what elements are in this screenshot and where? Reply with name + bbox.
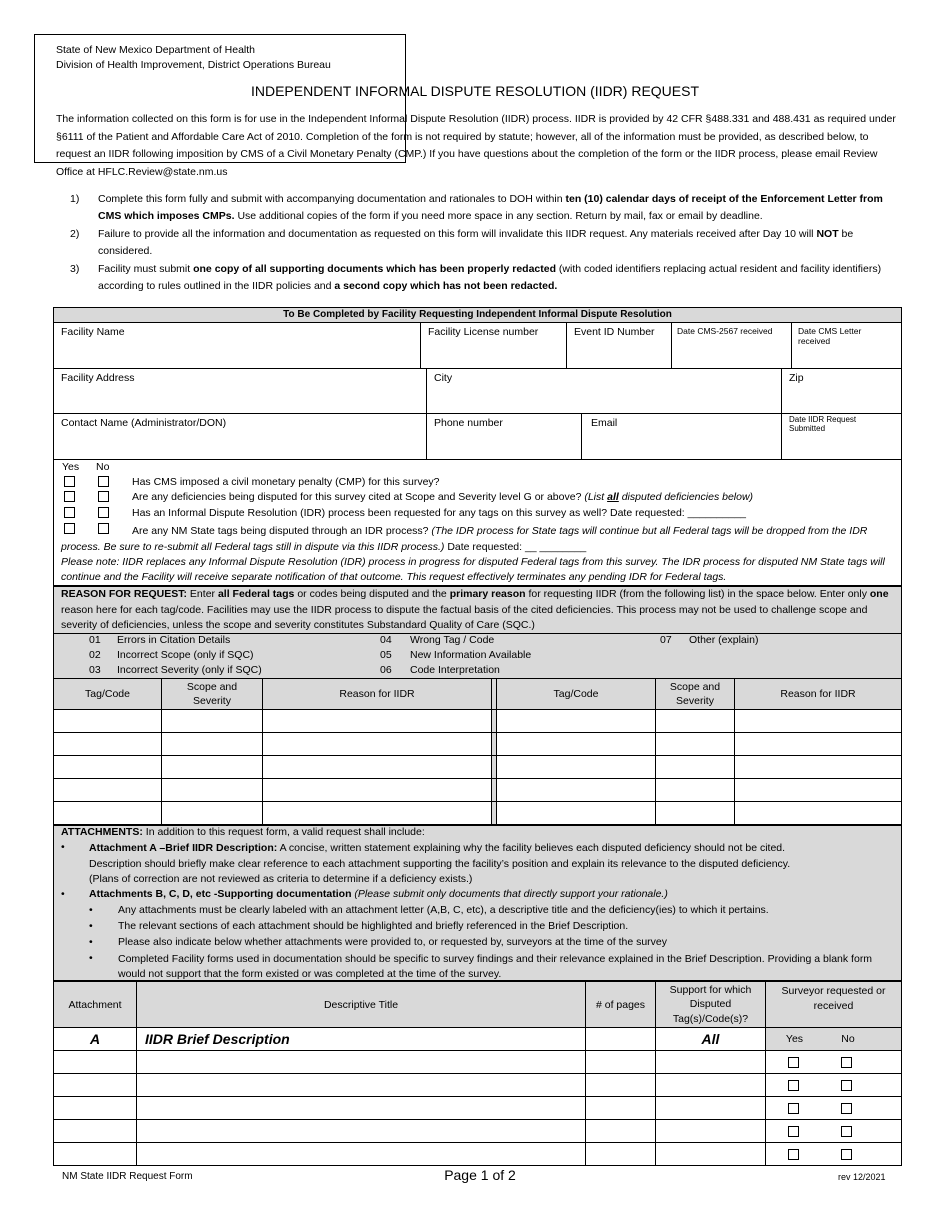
reason-text-bold: one (869, 588, 889, 600)
questions-section (53, 460, 902, 586)
attachment-a-title: Attachment A –Brief IIDR Description: (89, 842, 278, 854)
scope-cell[interactable] (162, 733, 263, 756)
field-label: Date CMS-2567 received (677, 326, 773, 336)
surveyor-yes-checkbox[interactable] (788, 1057, 799, 1068)
reason-label-02: Incorrect Scope (only if SQC) (117, 649, 254, 661)
q3-text: Has an Informal Dispute Resolution (IDR) process been requested for any tags on this survey as well? Date requested: __________ (132, 507, 747, 519)
attachment-a-line1: A concise, written statement explaining why the facility believes each disputed deficiency should not be cited. (277, 842, 786, 854)
instruction-2 (70, 226, 902, 260)
instruction-number: 3) (70, 263, 80, 275)
sub-bullet-icon: • (89, 936, 93, 948)
table-row (54, 733, 902, 756)
surveyor-cell (766, 1120, 902, 1143)
table-row (54, 756, 902, 779)
col-descriptive-title: Descriptive Title (137, 982, 586, 1028)
tag-cell[interactable] (497, 756, 656, 779)
attachments-heading (61, 826, 425, 838)
field-label: Facility Name (61, 326, 125, 338)
q1-no-checkbox[interactable] (98, 476, 109, 487)
facility-address-field[interactable] (54, 369, 427, 414)
reason-cell[interactable] (263, 802, 492, 825)
reason-code-06: 06 (380, 664, 392, 676)
attachment-letter-cell[interactable] (54, 1051, 137, 1074)
q2-text-all: all (607, 491, 619, 503)
attachment-letter-cell[interactable] (54, 1074, 137, 1097)
city-field[interactable] (427, 369, 782, 414)
email-field[interactable] (582, 414, 781, 459)
instruction-text: Facility must submit (98, 263, 194, 275)
reason-text-part: for requesting IIDR (from the following list) in the space below. Enter only (525, 588, 870, 600)
field-label: Facility License number (428, 326, 539, 338)
col-tag-code-right: Tag/Code (497, 679, 656, 710)
table-row (54, 802, 902, 825)
surveyor-cell (766, 1051, 902, 1074)
col-scope-line2: Severity (676, 695, 714, 707)
attachment-title-cell[interactable] (137, 1074, 586, 1097)
q1-yes-checkbox[interactable] (64, 476, 75, 487)
surveyor-yes-checkbox[interactable] (788, 1149, 799, 1160)
q3-no-checkbox[interactable] (98, 507, 109, 518)
license-number-field[interactable] (421, 323, 567, 369)
bullet-icon: • (61, 888, 65, 900)
attachment-a-line3: (Plans of correction are not reviewed as criteria to determine if a deficiency exists.) (89, 873, 473, 885)
reason-label-01: Errors in Citation Details (117, 634, 231, 646)
table-row (54, 710, 902, 733)
sub-bullet-icon: • (89, 904, 93, 916)
instruction-text: Complete this form fully and submit with accompanying documentation and rationales to DOH within (98, 193, 566, 205)
scope-cell[interactable] (162, 802, 263, 825)
table-row (54, 1028, 902, 1051)
q3-yes-checkbox[interactable] (64, 507, 75, 518)
surveyor-yes-label: Yes (785, 1033, 804, 1045)
table-row (54, 1051, 902, 1074)
reason-code-01: 01 (89, 634, 101, 646)
footer-form-name: NM State IIDR Request Form (62, 1171, 193, 1182)
instruction-number: 2) (70, 228, 80, 240)
q2-no-checkbox[interactable] (98, 491, 109, 502)
attachment-title-cell[interactable]: IIDR Brief Description (137, 1028, 586, 1051)
surveyor-no-checkbox[interactable] (841, 1103, 852, 1114)
surveyor-no-checkbox[interactable] (841, 1080, 852, 1091)
field-label: Contact Name (Administrator/DON) (61, 417, 227, 429)
phone-email-cell (427, 414, 782, 460)
yes-header: Yes (62, 461, 80, 473)
instruction-bold: ten (10) calendar days of receipt of the Enforcement Letter from CMS which imposes CMPs. (98, 193, 883, 222)
sub-bullet-icon: • (89, 920, 93, 932)
instruction-bold: a second copy which has not been redacted. (334, 280, 558, 292)
agency-block (56, 43, 331, 73)
footer-revision: rev 12/2021 (838, 1172, 886, 1182)
sub-bullet-2: The relevant sections of each attachment should be highlighted and briefly referenced in the Brief Description. (118, 920, 629, 932)
q2-yes-checkbox[interactable] (64, 491, 75, 502)
bullet-icon: • (61, 841, 65, 853)
reason-cell[interactable] (735, 779, 902, 802)
reason-cell[interactable] (263, 756, 492, 779)
agency-line-2: Division of Health Improvement, District Operations Bureau (56, 59, 331, 71)
instruction-text: Failure to provide all the information and documentation as requested on this form will invalidate this IIDR request. Any materials received after Day 10 will (98, 228, 817, 240)
attachments-intro: In addition to this request form, a valid request shall include: (142, 826, 425, 838)
date-2567-field[interactable] (672, 323, 792, 369)
pages-cell[interactable] (586, 1028, 656, 1051)
field-label: Phone number (434, 417, 503, 429)
facility-info-table (53, 307, 902, 369)
pages-cell[interactable] (586, 1074, 656, 1097)
col-reason-right: Reason for IIDR (735, 679, 902, 710)
surveyor-no-checkbox[interactable] (841, 1126, 852, 1137)
attachment-b-title: Attachments B, C, D, etc -Supporting documentation (89, 888, 352, 900)
reason-cell[interactable] (735, 802, 902, 825)
col-support-line3: Tag(s)/Code(s)? (672, 1012, 749, 1025)
attachment-letter-cell[interactable]: A (54, 1028, 137, 1051)
instruction-text: Use additional copies of the form if you need more space in any section. Return by mail, fax or email by deadline. (234, 210, 763, 222)
table-row (54, 779, 902, 802)
sub-bullet-4: Completed Facility forms used in documentation should be specific to survey findings and their relevance explained in the Brief Description. Providing a blank form would not support that the form existed or was completed at the time of the survey. (118, 953, 873, 980)
event-id-field[interactable] (567, 323, 672, 369)
table-row (54, 1120, 902, 1143)
reason-label-04: Wrong Tag / Code (410, 634, 495, 646)
scope-cell[interactable] (656, 710, 735, 733)
attachment-title-cell[interactable] (137, 1051, 586, 1074)
field-label: Email (591, 417, 618, 429)
instruction-text: be considered. (98, 228, 854, 257)
q2-text-main: Are any deficiencies being disputed for this survey cited at Scope and Severity level G or above? (132, 491, 585, 503)
col-attachment: Attachment (54, 982, 137, 1028)
reason-text-bold: all Federal tags (217, 588, 295, 600)
reason-code-02: 02 (89, 649, 101, 661)
q2-text (132, 491, 753, 503)
reason-cell[interactable] (735, 733, 902, 756)
surveyor-cell (766, 1074, 902, 1097)
pages-cell[interactable] (586, 1097, 656, 1120)
q4-text-main: Are any NM State tags being disputed through an IDR process? (132, 525, 432, 537)
please-note: Please note: IIDR replaces any Informal Dispute Resolution (IDR) process in progress for disputed Federal tags from this survey. The IDR process for disputed NM State tags will continue and the Facility will receive separate notification of that outcome. This request effectively terminates any pending IDR for Federal tags. (61, 556, 885, 583)
attachments-label: ATTACHMENTS: (61, 826, 143, 838)
support-cell[interactable] (656, 1074, 766, 1097)
q2-text-italic: disputed deficiencies below) (618, 491, 754, 503)
instruction-bold: one copy of all supporting documents which has been properly redacted (193, 263, 557, 275)
scope-cell[interactable] (162, 710, 263, 733)
col-scope-left (162, 679, 263, 710)
support-cell[interactable]: All (656, 1028, 766, 1051)
attachment-b-text (89, 888, 899, 900)
footer-page-number: Page 1 of 2 (444, 1167, 516, 1183)
reason-text-part: or codes being disputed and the (294, 588, 450, 600)
form-title: INDEPENDENT INFORMAL DISPUTE RESOLUTION (IIDR) REQUEST (250, 83, 700, 99)
pages-cell[interactable] (586, 1143, 656, 1166)
surveyor-yes-checkbox[interactable] (788, 1080, 799, 1091)
support-cell[interactable] (656, 1051, 766, 1074)
support-cell[interactable] (656, 1097, 766, 1120)
no-header: No (96, 461, 110, 473)
reason-text-part: reason here for each tag/code. Facilities may use the IIDR process to dispute the factual basis of the cited deficiencies. This process may not be used to challenge scope and severity of deficiencies, unless the scope and severity constitutes Substandard Quality of Care (SQC.) (61, 603, 868, 631)
attachment-letter-cell[interactable] (54, 1120, 137, 1143)
table-row (54, 1074, 902, 1097)
surveyor-yes-checkbox[interactable] (788, 1103, 799, 1114)
reason-text (61, 587, 897, 634)
field-label: Zip (789, 372, 804, 384)
surveyor-no-checkbox[interactable] (841, 1057, 852, 1068)
table-row (54, 1097, 902, 1120)
reason-code-07: 07 (660, 634, 672, 646)
instruction-text: (with coded identifiers replacing actual resident and facility identifiers) according to rules outlined in the IIDR policies and (98, 263, 882, 292)
tag-cell[interactable] (54, 710, 162, 733)
facility-section-title: To Be Completed by Facility Requesting Independent Informal Dispute Resolution (54, 308, 902, 323)
col-scope-line1: Scope and (669, 681, 721, 693)
scope-cell[interactable] (656, 802, 735, 825)
q4-text-italic: (The IDR process for State tags will continue but all Federal tags will be dropped from the IDR process. Be sure to re-submit all Federal tags still in dispute via this IIDR process.) (61, 525, 868, 553)
instruction-bold: NOT (816, 228, 839, 240)
col-reason-left: Reason for IIDR (263, 679, 492, 710)
support-cell[interactable] (656, 1120, 766, 1143)
reason-code-05: 05 (380, 649, 392, 661)
reason-cell[interactable] (263, 733, 492, 756)
reason-cell[interactable] (263, 779, 492, 802)
col-surveyor-line2: received (813, 999, 854, 1012)
surveyor-no-label: No (841, 1033, 855, 1045)
table-row (54, 1143, 902, 1166)
tag-cell[interactable] (497, 710, 656, 733)
instruction-1 (70, 191, 902, 225)
q4-date-requested: Date requested: __ ________ (444, 541, 587, 553)
col-scope-line1: Scope and (186, 681, 238, 693)
pages-cell[interactable] (586, 1051, 656, 1074)
tag-cell[interactable] (54, 756, 162, 779)
tag-cell[interactable] (497, 779, 656, 802)
attachment-letter-cell[interactable] (54, 1097, 137, 1120)
zip-field[interactable] (782, 369, 902, 414)
col-scope-line2: Severity (193, 695, 231, 707)
col-tag-code-left: Tag/Code (54, 679, 162, 710)
sub-bullet-1: Any attachments must be clearly labeled with an attachment letter (A,B, C, etc), a descriptive title and the deficiency(ies) to which it pertains. (118, 904, 769, 916)
col-surveyor (766, 982, 902, 1028)
reason-label-06: Code Interpretation (410, 664, 500, 676)
surveyor-yes-checkbox[interactable] (788, 1126, 799, 1137)
reason-code-03: 03 (89, 664, 101, 676)
q4-text (61, 523, 891, 555)
attachment-letter-cell[interactable] (54, 1143, 137, 1166)
scope-cell[interactable] (656, 733, 735, 756)
surveyor-cell (766, 1143, 902, 1166)
tag-cell[interactable] (54, 802, 162, 825)
sub-bullet-icon: • (89, 952, 93, 964)
field-label: City (434, 372, 453, 384)
col-support-line2: Disputed (689, 998, 732, 1011)
reason-cell[interactable] (263, 710, 492, 733)
tag-cell[interactable] (497, 733, 656, 756)
reason-label-03: Incorrect Severity (only if SQC) (117, 664, 262, 676)
surveyor-no-checkbox[interactable] (841, 1149, 852, 1160)
attachment-title-cell[interactable] (137, 1120, 586, 1143)
instruction-number: 1) (70, 193, 80, 205)
q1-text: Has CMS imposed a civil monetary penalty (CMP) for this survey? (132, 476, 440, 488)
attachments-section (53, 825, 902, 981)
agency-line-1: State of New Mexico Department of Health (56, 44, 256, 56)
scope-cell[interactable] (656, 756, 735, 779)
scope-cell[interactable] (162, 756, 263, 779)
reason-text-part: Enter (187, 588, 218, 600)
field-label: Date IIDR Request Submitted (789, 415, 857, 433)
reason-cell[interactable] (735, 756, 902, 779)
contact-name-field[interactable] (54, 414, 427, 460)
reason-text-bold: primary reason (449, 588, 526, 600)
tag-cell[interactable] (54, 733, 162, 756)
reason-code-04: 04 (380, 634, 392, 646)
col-support-line1: Support for which (669, 983, 752, 996)
reason-section (53, 586, 902, 679)
reason-cell[interactable] (735, 710, 902, 733)
facility-name-field[interactable] (54, 323, 421, 369)
support-cell[interactable] (656, 1143, 766, 1166)
attachment-a-line2: Description should briefly make clear reference to each attachment supporting the facility’s position and explain its relevance to the disputed deficiency. (89, 857, 791, 870)
attachment-b-note: (Please submit only documents that directly support your rationale.) (351, 888, 668, 900)
sub-bullet-3: Please also indicate below whether attachments were provided to, or requested by, surveyors at the time of the survey (118, 936, 668, 948)
attachment-table (53, 981, 902, 1166)
scope-cell[interactable] (162, 779, 263, 802)
reason-label-05: New Information Available (410, 649, 532, 661)
facility-address-table (53, 368, 902, 460)
intro-paragraph: The information collected on this form is for use in the Independent Informal Dispute Resolution (IIDR) process. IIDR is provided by 42 CFR §488.331 and 488.431 as required under §6111 of the Patient and Affordable Care Act of 2010. Completion of the form is not required by statute; however, all of the information must be provided, as described below, to request an IIDR following imposition by CMS of a Civil Monetary Penalty (CMP.) If you have questions about the completion of the form or the IIDR process, please email Review Office at HFLC.Review@state.nm.us (56, 113, 896, 178)
reason-label-07: Other (explain) (689, 634, 759, 646)
field-label: Facility Address (61, 372, 135, 384)
instruction-3 (70, 261, 902, 295)
date-submitted-field[interactable] (782, 414, 902, 460)
date-letter-field[interactable] (792, 323, 902, 369)
col-surveyor-line1: Surveyor requested or (781, 985, 886, 997)
reason-label: REASON FOR REQUEST: (61, 588, 188, 600)
surveyor-yes-no-header (766, 1028, 902, 1051)
surveyor-cell (766, 1097, 902, 1120)
pages-cell[interactable] (586, 1120, 656, 1143)
col-support (656, 982, 766, 1028)
attachment-title-cell[interactable] (137, 1097, 586, 1120)
tag-cell[interactable] (497, 802, 656, 825)
scope-cell[interactable] (656, 779, 735, 802)
tag-code-table (53, 678, 902, 825)
col-pages: # of pages (586, 982, 656, 1028)
q2-text-italic: (List (584, 491, 608, 503)
col-scope-right (656, 679, 735, 710)
attachment-a-text (89, 841, 899, 888)
field-label: Event ID Number (574, 326, 655, 338)
field-label: Date CMS Letter received (798, 326, 862, 346)
tag-cell[interactable] (54, 779, 162, 802)
phone-field[interactable] (427, 414, 582, 459)
attachment-title-cell[interactable] (137, 1143, 586, 1166)
